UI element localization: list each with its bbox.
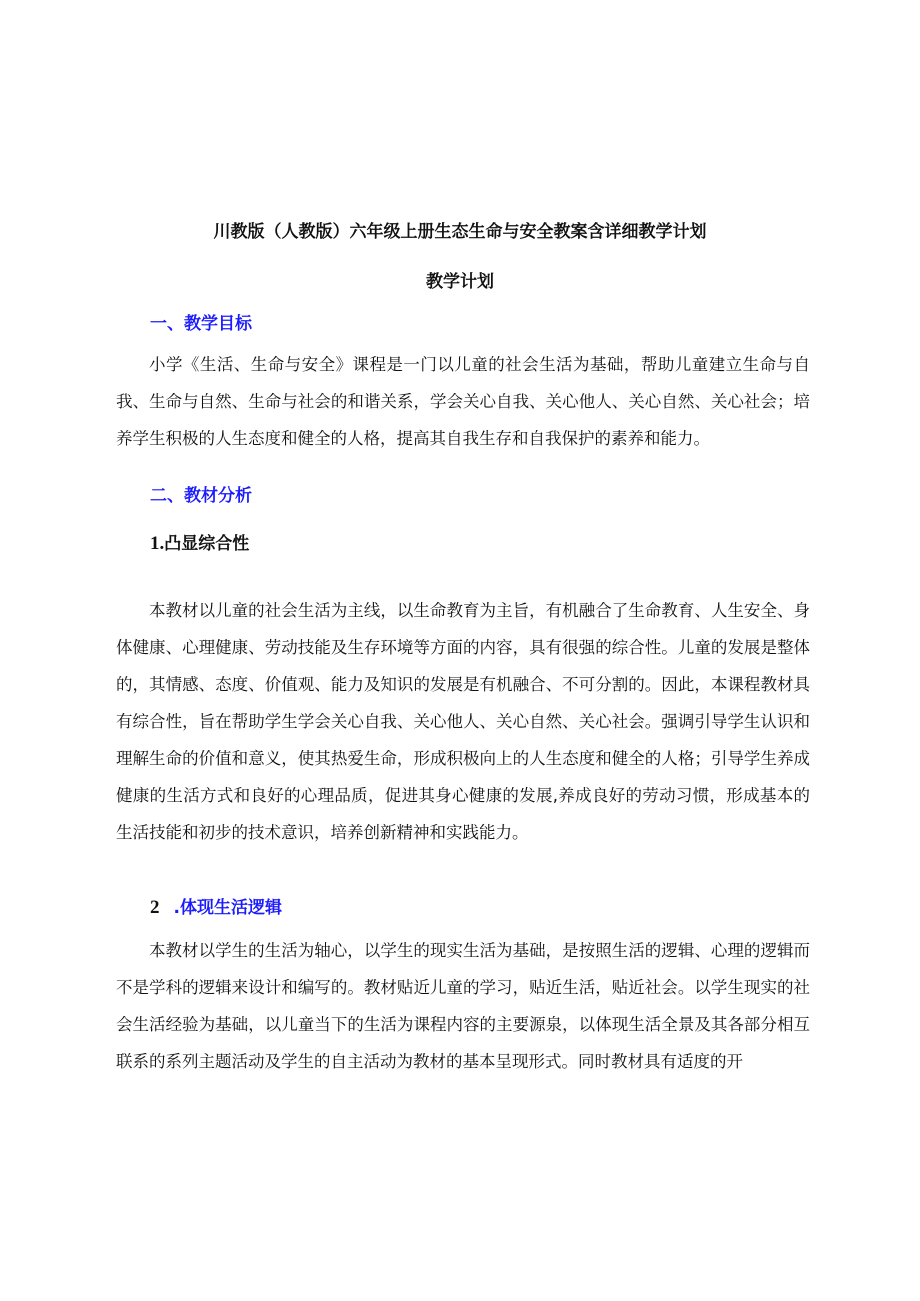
subsection-number: 1.	[150, 533, 165, 554]
subsection-paragraph-life-logic: 本教材以学生的生活为轴心，以学生的现实生活为基础，是按照生活的逻辑、心理的逻辑而不是学科的逻辑来设计和编写的。教材贴近儿童的学习，贴近生活，贴近社会。以学生现实的社会生活经验为基础，以儿童当下的生活为课程内容的主要源泉，以体现生活全景及其各部分相互联系的系列主题活动及学生的自主活动为教材的基本呈现形式。同时教材具有适度的开	[116, 941, 810, 1071]
subsection-number: 2	[150, 897, 160, 918]
subsection-heading-comprehensive	[150, 532, 249, 556]
section-heading-teaching-goals: 一、教学目标	[150, 314, 252, 334]
document-subtitle: 教学计划	[426, 272, 494, 292]
section-heading-textbook-analysis: 二、教材分析	[150, 486, 252, 506]
subsection-title: .体现生活逻辑	[173, 898, 282, 918]
subsection-heading-life-logic	[150, 896, 282, 920]
document-title: 川教版（人教版）六年级上册生态生命与安全教案含详细教学计划	[213, 222, 707, 242]
section-paragraph-teaching-goals: 小学《生活、生命与安全》课程是一门以儿童的社会生活为基础，帮助儿童建立生命与自我、生命与自然、生命与社会的和谐关系，学会关心自我、关心他人、关心自然、关心社会；培养学生积极的人生态度和健全的人格，提高其自我生存和自我保护的素养和能力。	[116, 355, 810, 448]
subsection-paragraph-comprehensive: 本教材以儿童的社会生活为主线，以生命教育为主旨，有机融合了生命教育、人生安全、身体健康、心理健康、劳动技能及生存环境等方面的内容，具有很强的综合性。儿童的发展是整体的，其情感、态度、价值观、能力及知识的发展是有机融合、不可分割的。因此，本课程教材具有综合性，旨在帮助学生学会关心自我、关心他人、关心自然、关心社会。强调引导学生认识和理解生命的价值和意义，使其热爱生命，形成积极向上的人生态度和健全的人格；引导学生养成健康的生活方式和良好的心理品质，促进其身心健康的发展,养成良好的劳动习惯，形成基本的生活技能和初步的技术意识，培养创新精神和实践能力。	[116, 601, 810, 842]
subsection-title: 凸显综合性	[164, 534, 250, 554]
